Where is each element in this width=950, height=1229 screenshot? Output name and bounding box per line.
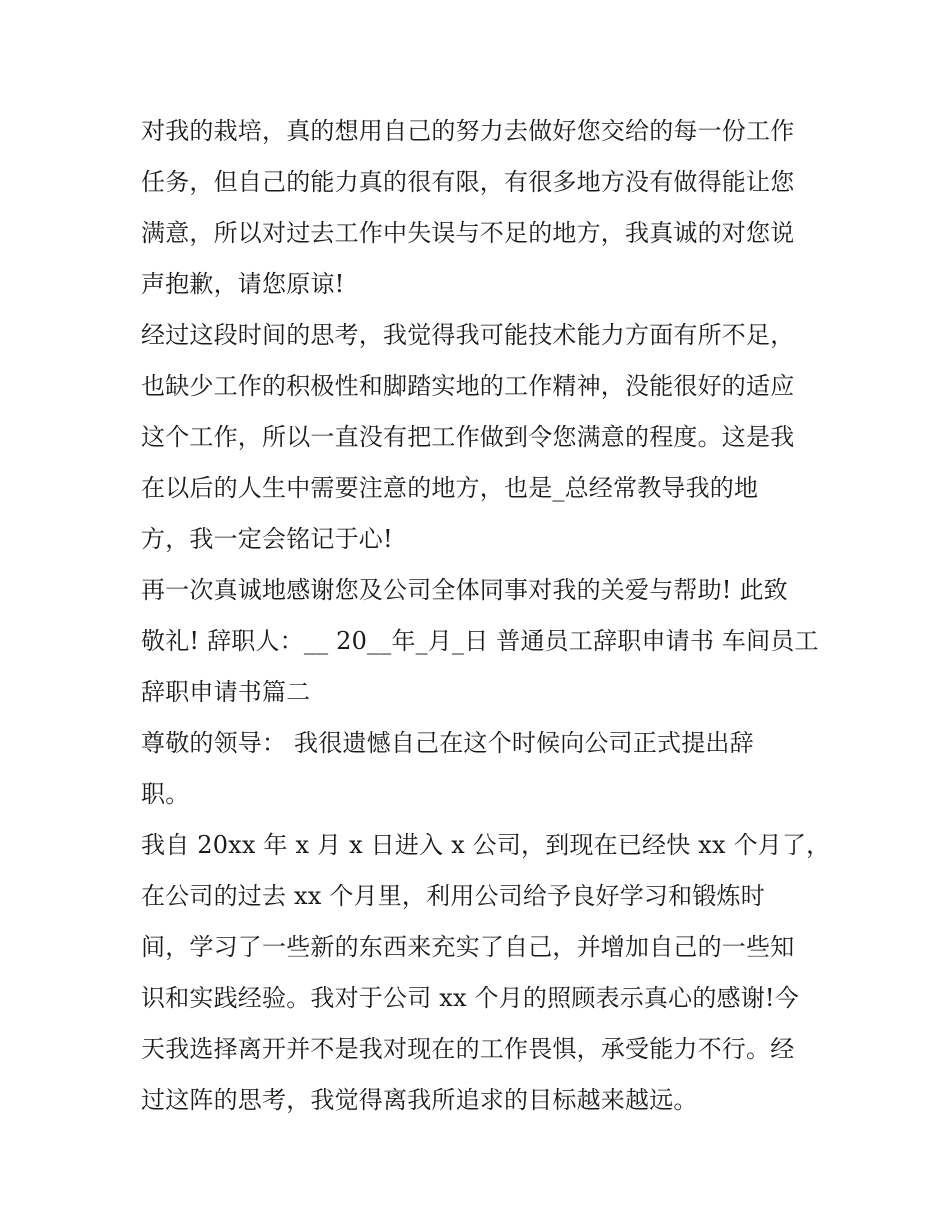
text-line: 敬礼! 辞职人：__ 20__年_月_日 普通员工辞职申请书 车间员工 — [141, 627, 819, 655]
text-line: 再一次真诚地感谢您及公司全体同事对我的关爱与帮助! 此致 — [141, 576, 788, 604]
text-line: 也缺少工作的积极性和脚踏实地的工作精神，没能很好的适应 — [141, 372, 795, 400]
text-line: 过这阵的思考，我觉得离我所追求的目标越来越远。 — [141, 1086, 698, 1114]
text-line: 天我选择离开并不是我对现在的工作畏惧，承受能力不行。经 — [141, 1035, 795, 1063]
text-line: 声抱歉，请您原谅! — [141, 270, 345, 298]
text-line: 识和实践经验。我对于公司 xx 个月的照顾表示真心的感谢!今 — [141, 984, 799, 1012]
text-line: 我自 20xx 年 x 月 x 日进入 x 公司，到现在已经快 xx 个月了， — [141, 831, 831, 859]
text-line: 经过这段时间的思考，我觉得我可能技术能力方面有所不足， — [141, 321, 795, 349]
text-line: 在以后的人生中需要注意的地方，也是_总经常教导我的地 — [141, 474, 759, 502]
text-line: 这个工作，所以一直没有把工作做到令您满意的程度。这是我 — [141, 423, 795, 451]
document-body — [141, 106, 831, 1126]
text-line: 尊敬的领导： 我很遗憾自己在这个时候向公司正式提出辞 — [141, 729, 754, 757]
text-line: 对我的栽培，真的想用自己的努力去做好您交给的每一份工作 — [141, 117, 795, 145]
text-line: 职。 — [141, 780, 190, 808]
text-line: 满意，所以对过去工作中失误与不足的地方，我真诚的对您说 — [141, 219, 795, 247]
text-line: 间，学习了一些新的东西来充实了自己，并增加自己的一些知 — [141, 933, 795, 961]
text-line: 在公司的过去 xx 个月里，利用公司给予良好学习和锻炼时 — [141, 882, 765, 910]
text-line: 辞职申请书篇二 — [141, 678, 311, 706]
text-line: 方，我一定会铭记于心! — [141, 525, 393, 553]
text-line: 任务，但自己的能力真的很有限，有很多地方没有做得能让您 — [141, 168, 795, 196]
